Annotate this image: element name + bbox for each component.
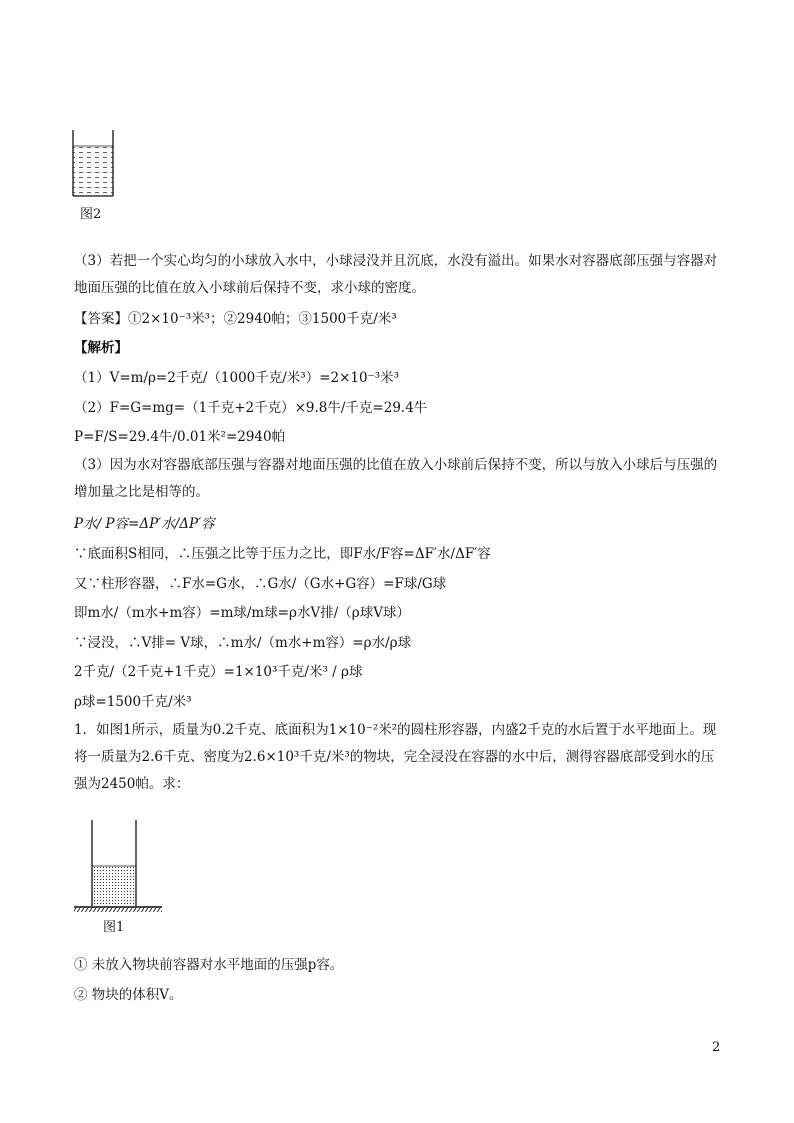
- figure-2-container-diagram: [70, 130, 120, 200]
- figure-1-container-diagram: [72, 818, 164, 916]
- solution-line-3: P=F/S=29.4牛/0.01米²=2940帕: [74, 429, 286, 445]
- analysis-label: 【解析】: [74, 340, 128, 356]
- sub-question-2: ② 物块的体积V。: [74, 987, 183, 1003]
- solution-line-1: （1）V=m/ρ=2千克/（1000千克/米³）=2×10⁻³米³: [74, 370, 400, 386]
- derivation-line-4: 即m水/（m水+m容）=m球/m球=ρ水V排/（ρ球V球）: [74, 605, 410, 621]
- figure-2-caption: 图2: [80, 207, 102, 222]
- problem-1-text: 1．如图1所示，质量为0.2千克、底面积为1×10⁻²米²的圆柱形容器，内盛2千克的水后置于水平地面上。现将一质量为2.6千克、密度为2.6×10³千克/米³的物块，完全浸没在容器的水中后，测得容器底部受到水的压强为2450帕。求：: [74, 722, 717, 792]
- derivation-line-7: ρ球=1500千克/米³: [74, 694, 192, 710]
- derivation-line-6: 2千克/（2千克+1千克）=1×10³千克/米³ / ρ球: [74, 664, 363, 680]
- solution-line-2: （2）F=G=mg=（1千克+2千克）×9.8牛/千克=29.4牛: [74, 400, 428, 416]
- answer-line: 【答案】①2×10⁻³米³；②2940帕；③1500千克/米³: [74, 311, 397, 327]
- figure-1-caption: 图1: [103, 920, 125, 935]
- sub-question-1: ① 未放入物块前容器对水平地面的压强p容。: [74, 957, 344, 973]
- question-3-explanation: （3）因为水对容器底部压强与容器对地面压强的比值在放入小球前后保持不变，所以与放入小球后与压强的增加量之比是相等的。: [74, 457, 718, 500]
- question-3-text: （3）若把一个实心均匀的小球放入水中，小球浸没并且沉底，水没有溢出。如果水对容器底部压强与容器对地面压强的比值在放入小球前后保持不变，求小球的密度。: [74, 253, 718, 296]
- derivation-line-3: 又∵柱形容器，∴F水=G水，∴G水/（G水+G容）=F球/G球: [74, 576, 447, 592]
- derivation-line-2: ∵底面积S相同，∴压强之比等于压力之比，即F水/F容=ΔF′水/ΔF′容: [74, 546, 491, 562]
- derivation-line-5: ∵浸没，∴V排= V球，∴m水/（m水+m容）=ρ水/ρ球: [74, 635, 412, 651]
- page-number: 2: [712, 1040, 721, 1055]
- derivation-line-1: P水/ P容=ΔP′水/ΔP′容: [74, 516, 215, 532]
